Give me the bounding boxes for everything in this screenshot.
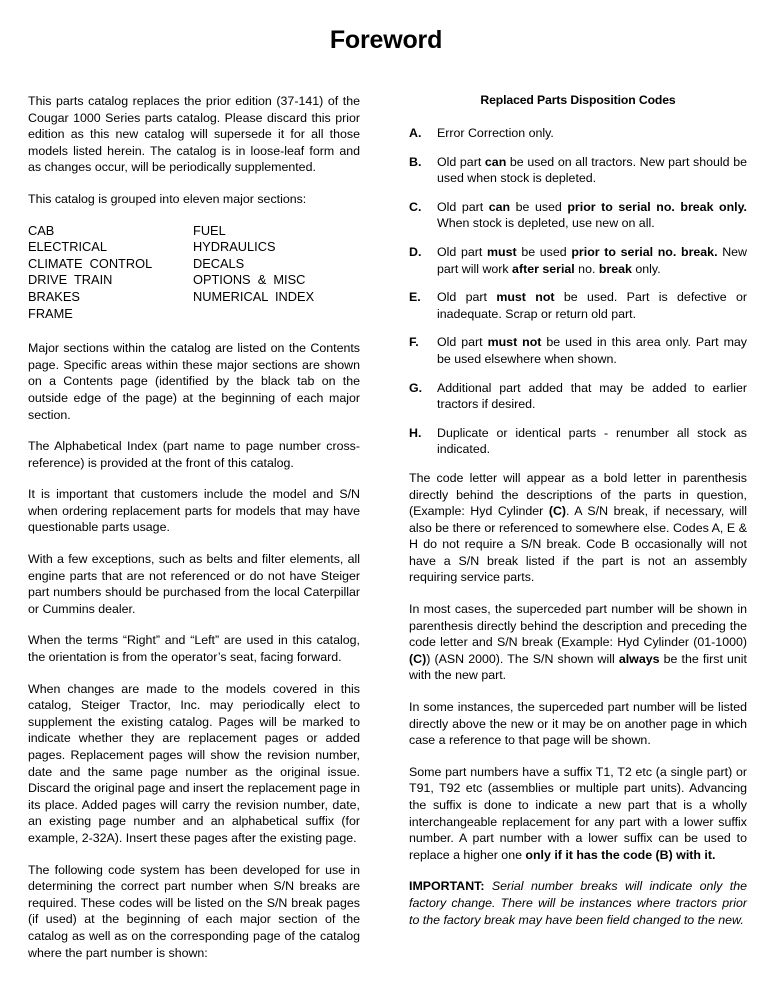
- section-name: FUEL: [193, 222, 226, 238]
- plain-text: be used. Part is defective or inadequate. Scrap or return old part.: [437, 290, 747, 321]
- emphasis-text: can: [488, 199, 511, 214]
- disposition-code-letter: A.: [409, 126, 422, 140]
- emphasis-text: IMPORTANT:: [409, 879, 485, 894]
- disposition-code-item: [409, 154, 747, 187]
- major-sections-list: [28, 223, 360, 323]
- disposition-code-item: [409, 380, 747, 413]
- plain-text: Error Correction only.: [437, 126, 554, 140]
- section-row: [28, 289, 360, 306]
- disposition-code-letter: F.: [409, 335, 419, 350]
- body-paragraph: The Alphabetical Index (part name to page number cross-reference) is provided at the front of this catalog.: [28, 439, 360, 470]
- section-name: BRAKES: [28, 288, 80, 304]
- disposition-code-item: [409, 334, 747, 367]
- section-row: [28, 272, 360, 289]
- disposition-code-item: [409, 244, 747, 277]
- disposition-code-letter: G.: [409, 380, 423, 395]
- right-column: [409, 93, 747, 928]
- plain-text: be used: [510, 199, 568, 214]
- emphasis-text: after serial: [512, 261, 575, 276]
- plain-text: Some part numbers have a suffix T1, T2 etc (a single part) or T91, T92 etc (assemblies or multiple part units). Advancing the suffix is done to indicate a new part that is a wholly interchangeable replacement for any part with a lower suffix number. A part number with a lower suffix can be used to replace a higher one: [409, 764, 747, 862]
- body-paragraph: Major sections within the catalog are listed on the Contents page. Specific areas within these major sections are shown on a Contents page (identified by the black tab on the outside edge of the page) at the beginning of each major section.: [28, 341, 360, 422]
- page-title: Foreword: [329, 26, 443, 54]
- plain-text: Old part: [437, 335, 488, 350]
- plain-text: In some instances, the superceded part number will be listed directly above the new or it may be on another page in which case a reference to that page will be shown.: [409, 700, 747, 748]
- disposition-code-letter: B.: [409, 154, 422, 169]
- body-paragraph: The following code system has been developed for use in determining the correct part number when S/N breaks are required. These codes will be listed on the S/N break pages (if used) at the beginning of each major section of the catalog as well as on the corresponding page of the catalog where the part number is shown:: [28, 862, 360, 960]
- disposition-code-description: [437, 154, 747, 187]
- disposition-code-letter: C.: [409, 199, 422, 214]
- section-name: NUMERICAL INDEX: [193, 288, 315, 304]
- disposition-code-description: [437, 244, 747, 277]
- disposition-code-description: [437, 425, 747, 458]
- plain-text: ) (ASN 2000). The S/N shown will: [426, 651, 619, 666]
- disposition-code-item: [409, 125, 747, 142]
- body-paragraph: When changes are made to the models covered in this catalog, Steiger Tractor, Inc. may periodically elect to supplement the existing catalog. Pages will be marked to indicate whether they are replacement pages or added pages. Replacement pages will show the revision number, date and the same page number as the original issue. Discard the original page and insert the replacement page in its place. Added pages will carry the revision number, date, an existing page number and an alphabetical suffix (for example, 2-32A). Insert these pages after the existing page.: [28, 681, 360, 845]
- section-name: CAB: [28, 222, 55, 238]
- disposition-code-letter: D.: [409, 244, 422, 259]
- disposition-codes-heading: Replaced Parts Disposition Codes: [480, 93, 676, 107]
- emphasis-text: must: [487, 244, 517, 259]
- disposition-code-letter: E.: [409, 290, 421, 305]
- explanatory-paragraphs: [409, 470, 747, 928]
- disposition-code-item: [409, 289, 747, 322]
- plain-text: Old part: [437, 154, 485, 169]
- disposition-codes-list: [409, 125, 747, 458]
- section-row: [28, 306, 360, 323]
- left-column: [28, 93, 360, 961]
- emphasis-text: (C): [409, 651, 427, 666]
- body-paragraph: [409, 470, 747, 586]
- body-paragraph: [409, 878, 747, 928]
- body-paragraph: It is important that customers include the model and S/N when ordering replacement parts for models that may have questionable parts usage.: [28, 487, 360, 535]
- emphasis-text: must not: [487, 335, 542, 350]
- disposition-code-description: [437, 334, 747, 367]
- major-sections-body: [28, 223, 360, 323]
- body-paragraph: [409, 699, 747, 749]
- plain-text: be used: [516, 244, 572, 259]
- intro-paragraph-1: This parts catalog replaces the prior edition (37-141) of the Cougar 1000 Series parts catalog. Please discard this prior edition as this new catalog will supersede it for all those models listed herein. The catalog is in loose-leaf form and as changes occur, will be periodically supplemented.: [28, 94, 360, 175]
- disposition-code-item: [409, 199, 747, 232]
- intro-paragraph-2: This catalog is grouped into eleven major sections:: [28, 191, 307, 206]
- plain-text: be used on all tractors. New part should be used when stock is depleted.: [437, 154, 747, 186]
- disposition-code-item: [409, 425, 747, 458]
- emphasis-text: break: [598, 261, 632, 276]
- emphasis-text: prior to serial no. break.: [571, 244, 718, 259]
- body-paragraph: When the terms “Right” and “Left” are used in this catalog, the orientation is from the operator’s seat, facing forward.: [28, 633, 360, 665]
- section-row: [28, 223, 360, 240]
- emphasis-text: always: [618, 651, 660, 666]
- disposition-code-description: [437, 199, 747, 232]
- plain-text: Additional part added that may be added to earlier tractors if desired.: [437, 380, 747, 412]
- plain-text: New part will work: [437, 244, 747, 276]
- plain-text: no.: [574, 261, 599, 276]
- disposition-code-description: [437, 289, 747, 322]
- plain-text: Duplicate or identical parts - renumber all stock as indicated.: [437, 425, 747, 457]
- plain-text: Old part: [437, 290, 497, 305]
- disposition-code-description: [437, 125, 747, 142]
- section-name: OPTIONS & MISC: [193, 272, 306, 288]
- plain-text: When stock is depleted, use new on all.: [437, 216, 655, 231]
- plain-text: In most cases, the superceded part number will be shown in parenthesis directly behind the description and preceding the code letter and S/N break (Example: Hyd Cylinder (01-1000): [409, 602, 747, 650]
- plain-text: be used in this area only. Part may be used elsewhere when shown.: [437, 335, 747, 366]
- section-name: HYDRAULICS: [193, 239, 276, 255]
- plain-text: Old part: [437, 244, 488, 259]
- plain-text: The code letter will appear as a bold letter in parenthesis directly behind the descriptions of the parts in question, (Example: Hyd Cylinder: [409, 470, 747, 519]
- body-paragraph: [409, 601, 747, 684]
- emphasis-text: must not: [496, 290, 555, 305]
- plain-text: be the first unit with the new part.: [409, 651, 747, 683]
- disposition-code-letter: H.: [409, 425, 422, 440]
- body-paragraph: With a few exceptions, such as belts and filter elements, all engine parts that are not referenced or do not have Steiger part numbers should be purchased from the local Caterpillar or Cummins dealer.: [28, 552, 360, 616]
- emphasis-text: only if it has the code (B) with it.: [525, 847, 716, 862]
- plain-text: Old part: [437, 199, 489, 214]
- section-row: [28, 256, 360, 273]
- plain-text: . A S/N break, if necessary, will also be there or referenced to somewhere else. Codes A, E & H do not require a S/N break. Code B occasionally will not have a S/N break listed if the part is not an assembly requiring service parts.: [409, 504, 747, 585]
- section-name: DECALS: [193, 255, 245, 271]
- section-name: DRIVE TRAIN: [28, 272, 113, 288]
- section-row: [28, 239, 360, 256]
- emphasis-text: prior to serial no. break only.: [567, 199, 747, 214]
- section-name: FRAME: [28, 305, 73, 321]
- body-paragraph: [409, 764, 747, 864]
- section-name: ELECTRICAL: [28, 239, 107, 255]
- plain-text: only.: [631, 261, 661, 276]
- section-name: CLIMATE CONTROL: [28, 255, 153, 271]
- emphasis-text: (C): [548, 504, 567, 519]
- emphasis-text: can: [484, 154, 507, 169]
- disposition-code-description: [437, 380, 747, 413]
- plain-text: Serial number breaks will indicate only the factory change. There will be instances where tractors prior to the factory break may have been field changed to the new.: [409, 879, 747, 927]
- section-name: [193, 306, 360, 323]
